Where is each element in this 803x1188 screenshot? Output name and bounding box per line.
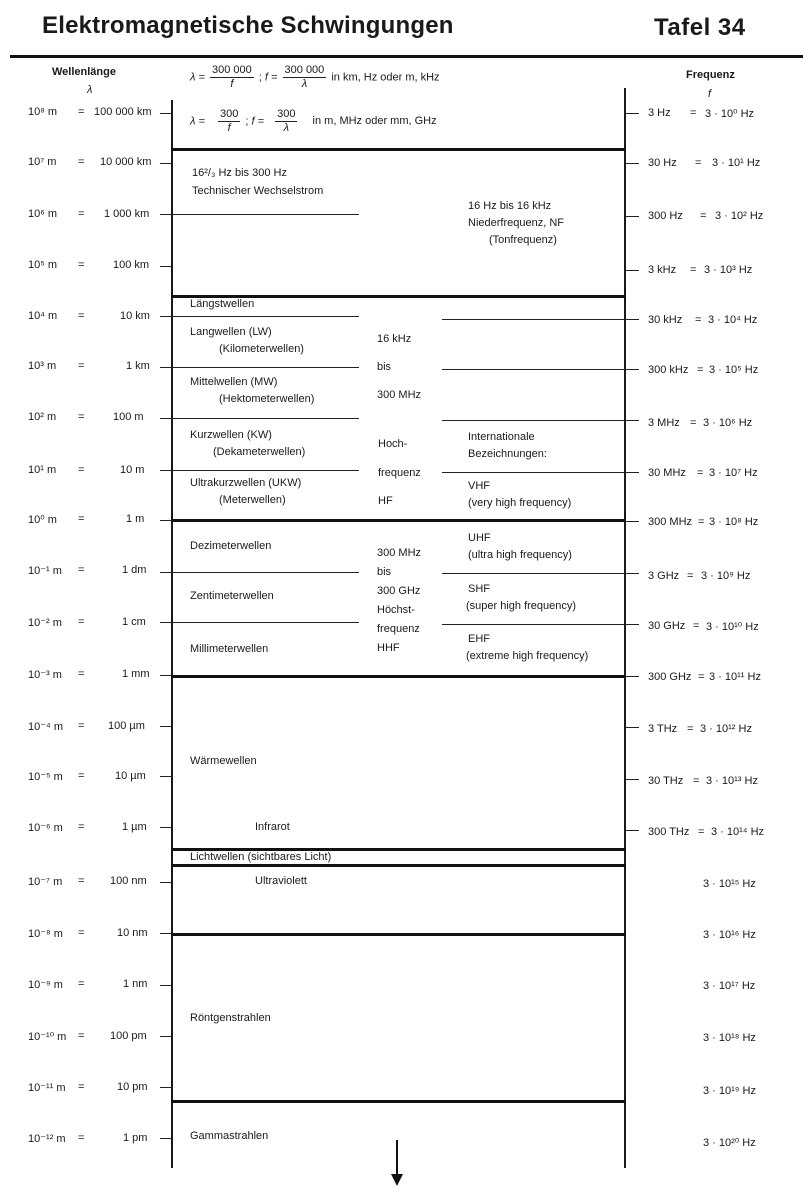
wavelength-exp: 10⁴ m (28, 310, 58, 322)
tick-left (160, 1036, 172, 1037)
boundary-uv (171, 933, 626, 936)
frequency-eq: = (687, 570, 694, 582)
wavelength-eq: = (78, 259, 85, 271)
wavelength-eq: = (78, 464, 85, 476)
band-ultraviolett: Ultraviolett (255, 875, 307, 887)
band-roentgen: Röntgenstrahlen (190, 1012, 271, 1024)
wavelength-value: 10 pm (117, 1081, 148, 1093)
wavelength-eq: = (78, 208, 85, 220)
frequency-exp: 3 · 10¹⁸ Hz (703, 1032, 756, 1044)
tick-right (625, 779, 639, 780)
wavelength-exp: 10⁻⁷ m (28, 876, 63, 888)
frequency-exp: 3 · 10⁴ Hz (708, 314, 758, 326)
tick-left (160, 113, 172, 114)
wavelength-value: 100 pm (110, 1030, 147, 1042)
wavelength-exp: 10⁰ m (28, 514, 57, 526)
frequency-eq: = (693, 620, 700, 632)
tick-right (625, 270, 639, 271)
wavelength-value: 100 µm (108, 720, 145, 732)
tick-right (625, 369, 639, 370)
divider-right-lw (442, 319, 626, 320)
tick-left (160, 985, 172, 986)
band-ukw-sub: (Meterwellen) (219, 494, 286, 506)
tick-right (625, 624, 639, 625)
tick-right (625, 319, 639, 320)
wavelength-value: 100 nm (110, 875, 147, 887)
frequency-exp: 3 · 10⁶ Hz (703, 417, 753, 429)
wavelength-eq: = (78, 156, 85, 168)
formula-km-khz: λ = $\frac{300 000}{f}$ ; f = $\frac{300 000}{\lambda}$ in km, Hz oder m, kHz (190, 64, 440, 90)
intl-designations-2: Bezeichnungen: (468, 448, 547, 460)
formula-mhz-ghz: λ = $\frac{300}{f}$ ; f = $\frac{300}{\lambda}$ in m, MHz oder mm, GHz (190, 108, 437, 134)
tick-right (625, 216, 639, 217)
frequency-value: 30 THz (648, 775, 684, 787)
wavelength-eq: = (78, 360, 85, 372)
band-dezimeter: Dezimeterwellen (190, 540, 272, 552)
right-frame-line (624, 88, 626, 1168)
wavelength-eq: = (78, 106, 85, 118)
wavelength-value: 10 m (120, 464, 145, 476)
wavelength-exp: 10⁻⁸ m (28, 928, 63, 940)
page-title: Elektromagnetische Schwingungen (42, 12, 454, 39)
band-gamma: Gammastrahlen (190, 1130, 269, 1142)
hf-abbrev: HF (378, 495, 393, 507)
hhf-range-start: 300 MHz (377, 547, 422, 559)
divider-dezi (171, 572, 359, 573)
wavelength-eq: = (78, 927, 85, 939)
frequency-exp: 3 · 10² Hz (715, 210, 764, 222)
wavelength-exp: 10⁻⁵ m (28, 771, 63, 783)
hhf-range-end: 300 GHz (377, 585, 421, 597)
band-technical-range: 16²/₃ Hz bis 300 Hz (192, 167, 287, 179)
frequency-exp: 3 · 10⁸ Hz (709, 516, 759, 528)
boundary-technical (171, 148, 626, 151)
wavelength-exp: 10⁻³ m (28, 669, 62, 681)
wavelength-value: 1 pm (123, 1132, 148, 1144)
frequency-exp: 3 · 10¹⁷ Hz (703, 980, 756, 992)
header-rule (10, 55, 803, 58)
frequency-value: 300 Hz (648, 210, 683, 222)
wavelength-exp: 10⁻¹⁰ m (28, 1031, 67, 1043)
intl-designations-1: Internationale (468, 431, 535, 443)
boundary-meter (171, 519, 626, 522)
wavelength-eq: = (78, 770, 85, 782)
tick-right (625, 521, 639, 522)
frequency-eq: = (700, 210, 707, 222)
frequency-eq: = (690, 417, 697, 429)
wavelength-eq: = (78, 513, 85, 525)
wavelength-exp: 10¹ m (28, 464, 57, 476)
frequency-exp: 3 · 10¹⁵ Hz (703, 878, 756, 890)
wavelength-value: 100 m (113, 411, 144, 423)
wavelength-eq: = (78, 1132, 85, 1144)
band-lichtwellen: Lichtwellen (sichtbares Licht) (190, 851, 332, 863)
tick-left (160, 675, 172, 676)
frequency-eq: = (690, 264, 697, 276)
wavelength-heading: Wellenlänge (52, 66, 116, 78)
band-shf-sub: (super high frequency) (466, 600, 577, 612)
band-nf-note: (Tonfrequenz) (489, 234, 557, 246)
frequency-heading: Frequenz (686, 69, 735, 81)
wavelength-exp: 10³ m (28, 360, 57, 372)
frequency-value: 30 GHz (648, 620, 686, 632)
wavelength-value: 1 nm (123, 978, 148, 990)
frequency-exp: 3 · 10⁹ Hz (701, 570, 751, 582)
frequency-value: 3 MHz (648, 417, 680, 429)
band-nf-label: Niederfrequenz, NF (468, 217, 564, 229)
wavelength-value: 10 000 km (100, 156, 152, 168)
divider-right-shf (442, 624, 626, 625)
wavelength-eq: = (78, 821, 85, 833)
divider-lw (171, 367, 359, 368)
wavelength-symbol: λ (87, 84, 93, 96)
wavelength-exp: 10⁻⁹ m (28, 979, 63, 991)
frequency-symbol: f (708, 88, 712, 100)
tick-right (625, 727, 639, 728)
band-laengstwellen: Längstwellen (190, 298, 255, 310)
band-mw: Mittelwellen (MW) (190, 376, 278, 388)
wavelength-exp: 10⁻¹¹ m (28, 1082, 66, 1094)
divider-zenti (171, 622, 359, 623)
tick-left (160, 726, 172, 727)
wavelength-value: 1 km (126, 360, 150, 372)
wavelength-exp: 10⁻⁶ m (28, 822, 63, 834)
frequency-value: 3 kHz (648, 264, 677, 276)
frequency-exp: 3 · 10¹¹ Hz (709, 671, 761, 683)
boundary-millimeter (171, 675, 626, 678)
frequency-exp: 3 · 10³ Hz (704, 264, 753, 276)
tick-left (160, 367, 172, 368)
band-lw-sub: (Kilometerwellen) (219, 343, 304, 355)
tick-right (625, 472, 639, 473)
frequency-exp: 3 · 10¹³ Hz (706, 775, 758, 787)
wavelength-exp: 10⁻² m (28, 617, 62, 629)
frequency-exp: 3 · 10¹² Hz (700, 723, 752, 735)
tick-left (160, 572, 172, 573)
hf-label-1: Hoch- (378, 438, 408, 450)
frequency-value: 300 MHz (648, 516, 693, 528)
frequency-exp: 3 · 10¹ Hz (712, 157, 761, 169)
band-mw-sub: (Hektometerwellen) (219, 393, 315, 405)
hf-range-end: 300 MHz (377, 389, 422, 401)
divider-laengst (171, 316, 359, 317)
wavelength-eq: = (78, 564, 85, 576)
frequency-exp: 3 · 10⁰ Hz (705, 108, 755, 120)
wavelength-value: 10 µm (115, 770, 146, 782)
tick-right (625, 573, 639, 574)
wavelength-value: 10 nm (117, 927, 148, 939)
wavelength-eq: = (78, 720, 85, 732)
tick-left (160, 163, 172, 164)
band-uhf: UHF (468, 532, 491, 544)
tick-right (625, 113, 639, 114)
frequency-exp: 3 · 10⁵ Hz (709, 364, 759, 376)
hhf-range-bis: bis (377, 566, 392, 578)
band-technical-label: Technischer Wechselstrom (192, 185, 324, 197)
wavelength-value: 100 km (113, 259, 150, 271)
divider-mw (171, 418, 359, 419)
tick-left (160, 470, 172, 471)
wavelength-eq: = (78, 411, 85, 423)
wavelength-value: 100 000 km (94, 106, 152, 118)
tick-right (625, 676, 639, 677)
band-lw: Langwellen (LW) (190, 326, 272, 338)
hhf-label-1: Höchst- (377, 604, 415, 616)
arrow-down-icon (391, 1174, 403, 1186)
divider-right-kw (442, 420, 626, 421)
wavelength-eq: = (78, 668, 85, 680)
frequency-eq: = (697, 467, 704, 479)
wavelength-value: 10 km (120, 310, 150, 322)
frequency-value: 300 GHz (648, 671, 692, 683)
hhf-abbrev: HHF (377, 642, 400, 654)
band-zentimeter: Zentimeterwellen (190, 590, 274, 602)
wavelength-exp: 10⁻¹ m (28, 565, 62, 577)
tick-left (160, 214, 172, 215)
wavelength-exp: 10² m (28, 411, 57, 423)
continuation-arrow (396, 1140, 398, 1178)
wavelength-value: 1 cm (122, 616, 146, 628)
frequency-eq: = (698, 516, 705, 528)
divider-kw (171, 470, 359, 471)
frequency-value: 30 MHz (648, 467, 686, 479)
tick-left (160, 1138, 172, 1139)
wavelength-eq: = (78, 978, 85, 990)
band-vhf-sub: (very high frequency) (468, 497, 572, 509)
band-uhf-sub: (ultra high frequency) (468, 549, 572, 561)
frequency-value: 300 THz (648, 826, 690, 838)
frequency-eq: = (695, 157, 702, 169)
frequency-exp: 3 · 10⁷ Hz (709, 467, 758, 479)
wavelength-value: 1 000 km (104, 208, 150, 220)
frequency-exp: 3 · 10¹⁹ Hz (703, 1085, 757, 1097)
frequency-value: 30 Hz (648, 157, 677, 169)
hf-label-2: frequenz (378, 467, 421, 479)
frequency-value: 30 kHz (648, 314, 683, 326)
frequency-exp: 3 · 10¹⁶ Hz (703, 929, 756, 941)
divider-right-ukw (442, 472, 626, 473)
wavelength-exp: 10⁷ m (28, 156, 57, 168)
band-kw-sub: (Dekameterwellen) (213, 446, 306, 458)
frequency-value: 300 kHz (648, 364, 689, 376)
tick-left (160, 622, 172, 623)
frequency-exp: 3 · 10¹⁴ Hz (711, 826, 765, 838)
frequency-exp: 3 · 10²⁰ Hz (703, 1137, 756, 1149)
wavelength-value: 1 m (126, 513, 145, 525)
tick-left (160, 776, 172, 777)
wavelength-eq: = (78, 310, 85, 322)
tick-right (625, 163, 639, 164)
wavelength-eq: = (78, 1081, 85, 1093)
tick-left (160, 418, 172, 419)
tick-right (625, 420, 639, 421)
frequency-value: 3 THz (648, 723, 678, 735)
hf-range-bis: bis (377, 361, 392, 373)
divider-right-uhf (442, 573, 626, 574)
tick-left (160, 882, 172, 883)
frequency-eq: = (697, 364, 704, 376)
frequency-exp: 3 · 10¹⁰ Hz (706, 621, 759, 633)
wavelength-exp: 10⁻⁴ m (28, 721, 63, 733)
frequency-eq: = (690, 107, 697, 119)
frequency-eq: = (693, 775, 700, 787)
band-ehf: EHF (468, 633, 490, 645)
wavelength-value: 1 mm (122, 668, 150, 680)
band-kw: Kurzwellen (KW) (190, 429, 272, 441)
wavelength-eq: = (78, 1030, 85, 1042)
frequency-eq: = (687, 723, 694, 735)
band-ukw: Ultrakurzwellen (UKW) (190, 477, 302, 489)
wavelength-exp: 10⁻¹² m (28, 1133, 66, 1145)
band-vhf: VHF (468, 480, 490, 492)
wavelength-eq: = (78, 875, 85, 887)
left-frame-line (171, 100, 173, 1168)
band-nf-range: 16 Hz bis 16 kHz (468, 200, 552, 212)
tick-left (160, 827, 172, 828)
frequency-eq: = (698, 671, 705, 683)
tick-left (160, 1087, 172, 1088)
divider-right-mw (442, 369, 626, 370)
divider-technical (171, 214, 359, 215)
hhf-label-2: frequenz (377, 623, 420, 635)
band-ehf-sub: (extreme high frequency) (466, 650, 589, 662)
wavelength-exp: 10⁸ m (28, 106, 58, 118)
table-number: Tafel 34 (654, 14, 746, 41)
tick-left (160, 316, 172, 317)
band-millimeter: Millimeterwellen (190, 643, 269, 655)
wavelength-value: 1 µm (122, 821, 147, 833)
tick-right (625, 830, 639, 831)
band-waermewellen: Wärmewellen (190, 755, 257, 767)
wavelength-value: 1 dm (122, 564, 147, 576)
frequency-value: 3 GHz (648, 570, 680, 582)
wavelength-exp: 10⁶ m (28, 208, 57, 220)
boundary-xray (171, 1100, 626, 1103)
tick-left (160, 933, 172, 934)
wavelength-eq: = (78, 616, 85, 628)
wavelength-exp: 10⁵ m (28, 259, 58, 271)
frequency-eq: = (695, 314, 702, 326)
band-infrarot: Infrarot (255, 821, 290, 833)
frequency-eq: = (698, 826, 705, 838)
tick-left (160, 266, 172, 267)
frequency-value: 3 Hz (648, 107, 671, 119)
hf-range-start: 16 kHz (377, 333, 412, 345)
band-shf: SHF (468, 583, 490, 595)
tick-left (160, 520, 172, 521)
